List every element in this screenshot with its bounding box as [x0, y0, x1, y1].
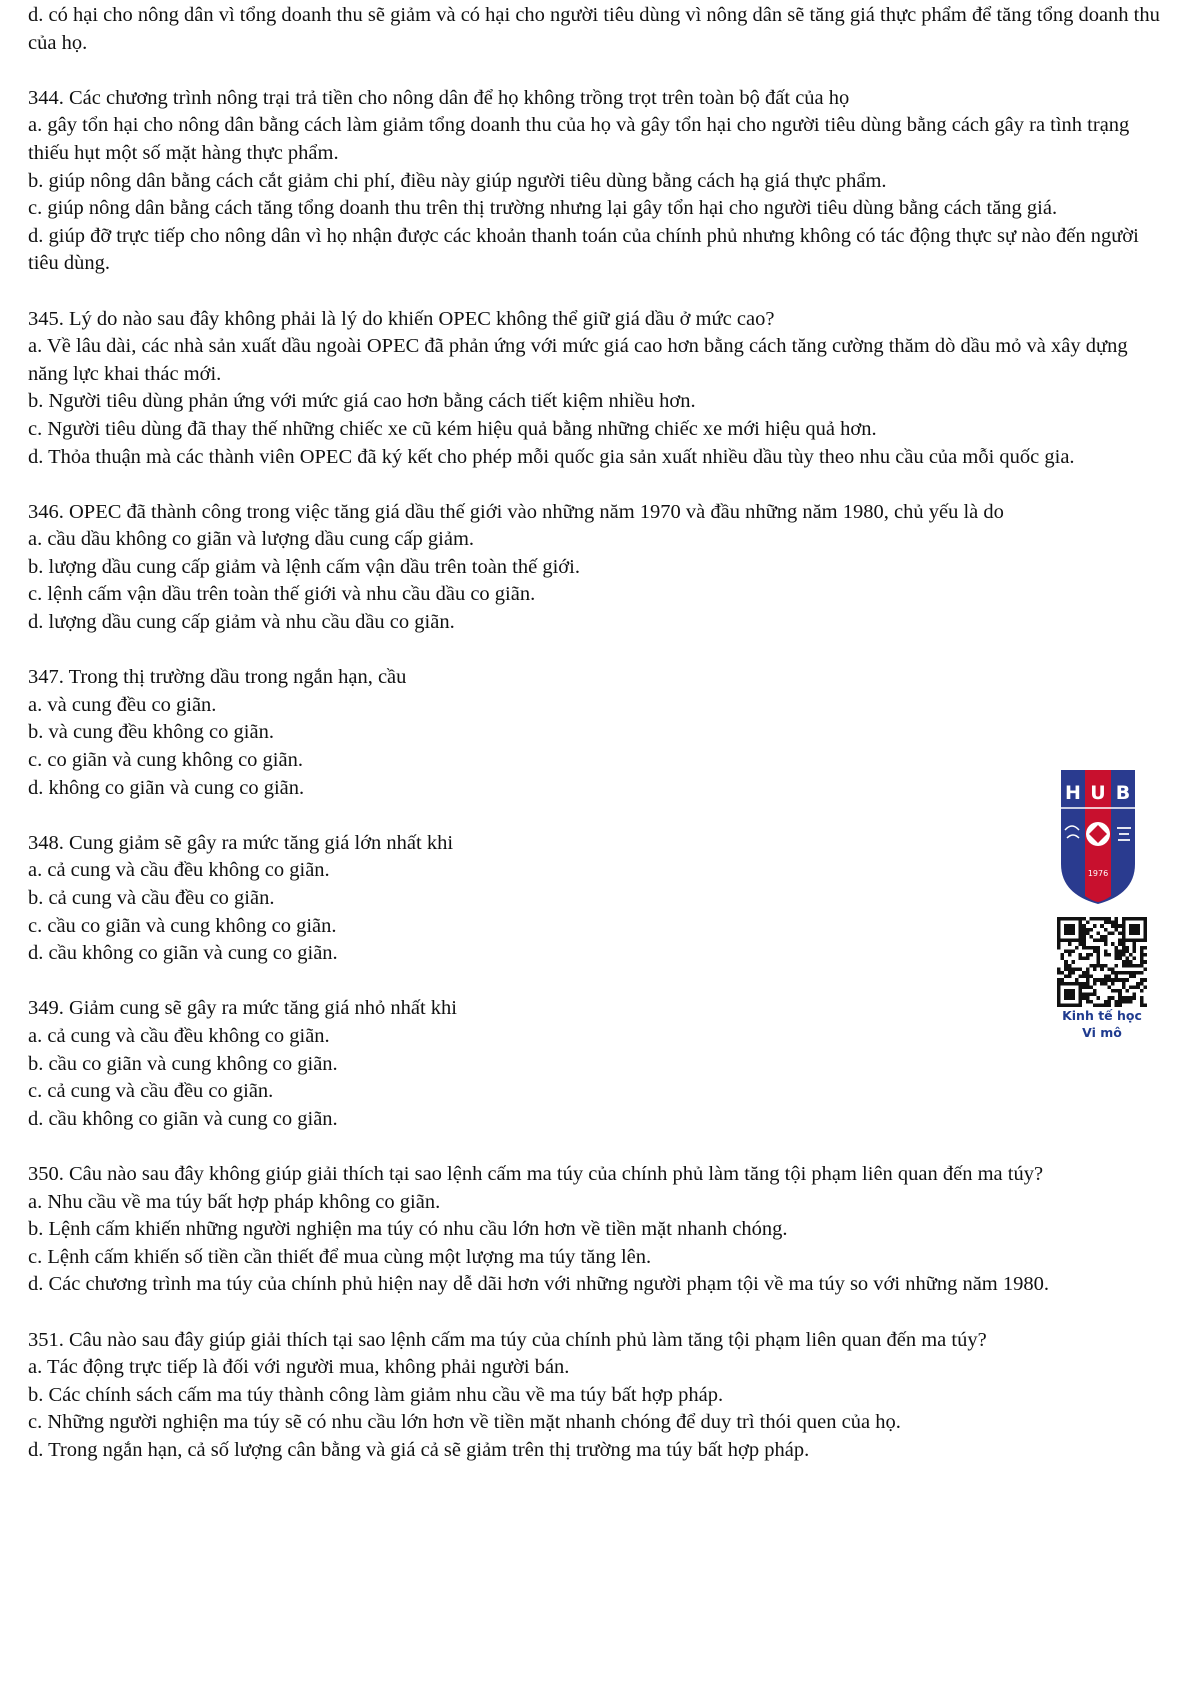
logo-letter-u: U — [1090, 782, 1106, 804]
question-350 — [28, 1161, 1168, 1299]
answer-option: b. Các chính sách cấm ma túy thành công làm giảm nhu cầu về ma túy bất hợp pháp. — [28, 1383, 724, 1406]
answer-option: a. Tác động trực tiếp là đối với người mua, không phải người bán. — [28, 1356, 570, 1379]
answer-option: c. cầu co giãn và cung không co giãn. — [28, 914, 337, 937]
question-text: 348. Cung giảm sẽ gây ra mức tăng giá lớn nhất khi — [28, 831, 454, 854]
answer-option: d. không co giãn và cung co giãn. — [28, 776, 305, 799]
answer-option: a. Về lâu dài, các nhà sản xuất dầu ngoài OPEC đã phản ứng với mức giá cao hơn bằng cách tăng cường thăm dò dầu mỏ và xây dựng năng lực khai thác mới. — [28, 335, 1128, 385]
answer-option: a. cả cung và cầu đều không co giãn. — [28, 1024, 330, 1047]
question-text: 350. Câu nào sau đây không giúp giải thích tại sao lệnh cấm ma túy của chính phủ làm tăng tội phạm liên quan đến ma túy? — [28, 1162, 1044, 1185]
answer-option: a. và cung đều co giãn. — [28, 693, 217, 716]
answer-option: d. Thỏa thuận mà các thành viên OPEC đã ký kết cho phép mỗi quốc gia sản xuất nhiều dầu tùy theo nhu cầu của mỗi quốc gia. — [28, 445, 1075, 468]
answer-option: a. gây tổn hại cho nông dân bằng cách làm giảm tổng doanh thu của họ và gây tổn hại cho người tiêu dùng bằng cách gây ra tình trạng thiếu hụt một số mặt hàng thực phẩm. — [28, 114, 1130, 164]
answer-option: c. Những người nghiện ma túy sẽ có nhu cầu lớn hơn về tiền mặt nhanh chóng để duy trì thói quen của họ. — [28, 1411, 901, 1434]
answer-option: d. có hại cho nông dân vì tổng doanh thu sẽ giảm và có hại cho người tiêu dùng vì nông dân sẽ tăng giá thực phẩm để tăng tổng doanh thu của họ. — [28, 4, 1160, 54]
question-345 — [28, 306, 1168, 472]
question-text: 351. Câu nào sau đây giúp giải thích tại sao lệnh cấm ma túy của chính phủ làm tăng tội phạm liên quan đến ma túy? — [28, 1328, 987, 1351]
question-text: 346. OPEC đã thành công trong việc tăng giá dầu thế giới vào những năm 1970 và đầu những năm 1980, chủ yếu là do — [28, 500, 1004, 523]
question-346 — [28, 499, 1168, 637]
answer-option: b. cả cung và cầu đều co giãn. — [28, 887, 275, 909]
answer-option: c. Người tiêu dùng đã thay thế những chiếc xe cũ kém hiệu quả bằng những chiếc xe mới hiệu quả hơn. — [28, 417, 877, 440]
answer-option: c. Lệnh cấm khiến số tiền cần thiết để mua cùng một lượng ma túy tăng lên. — [28, 1245, 652, 1268]
question-text: 345. Lý do nào sau đây không phải là lý do khiến OPEC không thể giữ giá dầu ở mức cao? — [28, 307, 775, 330]
hub-logo-shield — [1057, 768, 1139, 905]
logo-year: 1976 — [1087, 869, 1109, 878]
answer-option: c. co giãn và cung không co giãn. — [28, 749, 303, 772]
answer-option: a. Nhu cầu về ma túy bất hợp pháp không co giãn. — [28, 1190, 441, 1213]
university-badge — [1053, 768, 1151, 1041]
answer-option: c. giúp nông dân bằng cách tăng tổng doanh thu trên thị trường nhưng lại gây tổn hại cho người tiêu dùng bằng cách tăng giá. — [28, 197, 1058, 220]
answer-option: b. lượng dầu cung cấp giảm và lệnh cấm vận dầu trên toàn thế giới. — [28, 555, 580, 578]
answer-option: d. giúp đỡ trực tiếp cho nông dân vì họ nhận được các khoản thanh toán của chính phủ nhưng không có tác động thực sự nào đến người tiêu dùng. — [28, 224, 1139, 275]
answer-option: b. Người tiêu dùng phản ứng với mức giá cao hơn bằng cách tiết kiệm nhiều hơn. — [28, 390, 696, 413]
answer-option: b. và cung đều không co giãn. — [28, 721, 274, 744]
answer-option: a. cả cung và cầu đều không co giãn. — [28, 859, 330, 882]
document-body — [28, 2, 1168, 1492]
question-text: 349. Giảm cung sẽ gây ra mức tăng giá nhỏ nhất khi — [28, 997, 457, 1020]
question-text: 347. Trong thị trường dầu trong ngắn hạn, cầu — [28, 666, 407, 689]
question-349 — [28, 995, 1168, 1133]
question-344 — [28, 85, 1168, 278]
question-347 — [28, 664, 1048, 802]
answer-option: a. cầu dầu không co giãn và lượng dầu cung cấp giảm. — [28, 528, 475, 551]
badge-subtitle: Vi mô — [1082, 1025, 1122, 1040]
badge-subject: Kinh tế học — [1062, 1008, 1142, 1023]
answer-option: d. cầu không co giãn và cung co giãn. — [28, 942, 338, 965]
question-351 — [28, 1327, 1168, 1465]
logo-letter-h: H — [1065, 782, 1081, 804]
question-348 — [28, 830, 1048, 968]
answer-option: d. Các chương trình ma túy của chính phủ hiện nay dễ dãi hơn với những người phạm tội về ma túy so với những năm 1980. — [28, 1273, 1049, 1296]
logo-letter-b: B — [1115, 782, 1131, 804]
answer-option: d. lượng dầu cung cấp giảm và nhu cầu dầu co giãn. — [28, 611, 455, 634]
answer-option: b. Lệnh cấm khiến những người nghiện ma túy có nhu cầu lớn hơn về tiền mặt nhanh chóng. — [28, 1218, 788, 1241]
qr-code — [1057, 917, 1147, 1007]
question-cont — [28, 2, 1168, 57]
question-text: 344. Các chương trình nông trại trả tiền cho nông dân để họ không trồng trọt trên toàn bộ đất của họ — [28, 86, 850, 109]
answer-option: d. Trong ngắn hạn, cả số lượng cân bằng và giá cả sẽ giảm trên thị trường ma túy bất hợp pháp. — [28, 1438, 810, 1461]
answer-option: d. cầu không co giãn và cung co giãn. — [28, 1107, 338, 1130]
answer-option: b. giúp nông dân bằng cách cắt giảm chi phí, điều này giúp người tiêu dùng bằng cách hạ giá thực phẩm. — [28, 169, 887, 192]
answer-option: c. cả cung và cầu đều co giãn. — [28, 1080, 274, 1103]
answer-option: b. cầu co giãn và cung không co giãn. — [28, 1052, 338, 1075]
answer-option: c. lệnh cấm vận dầu trên toàn thế giới và nhu cầu dầu co giãn. — [28, 583, 536, 606]
